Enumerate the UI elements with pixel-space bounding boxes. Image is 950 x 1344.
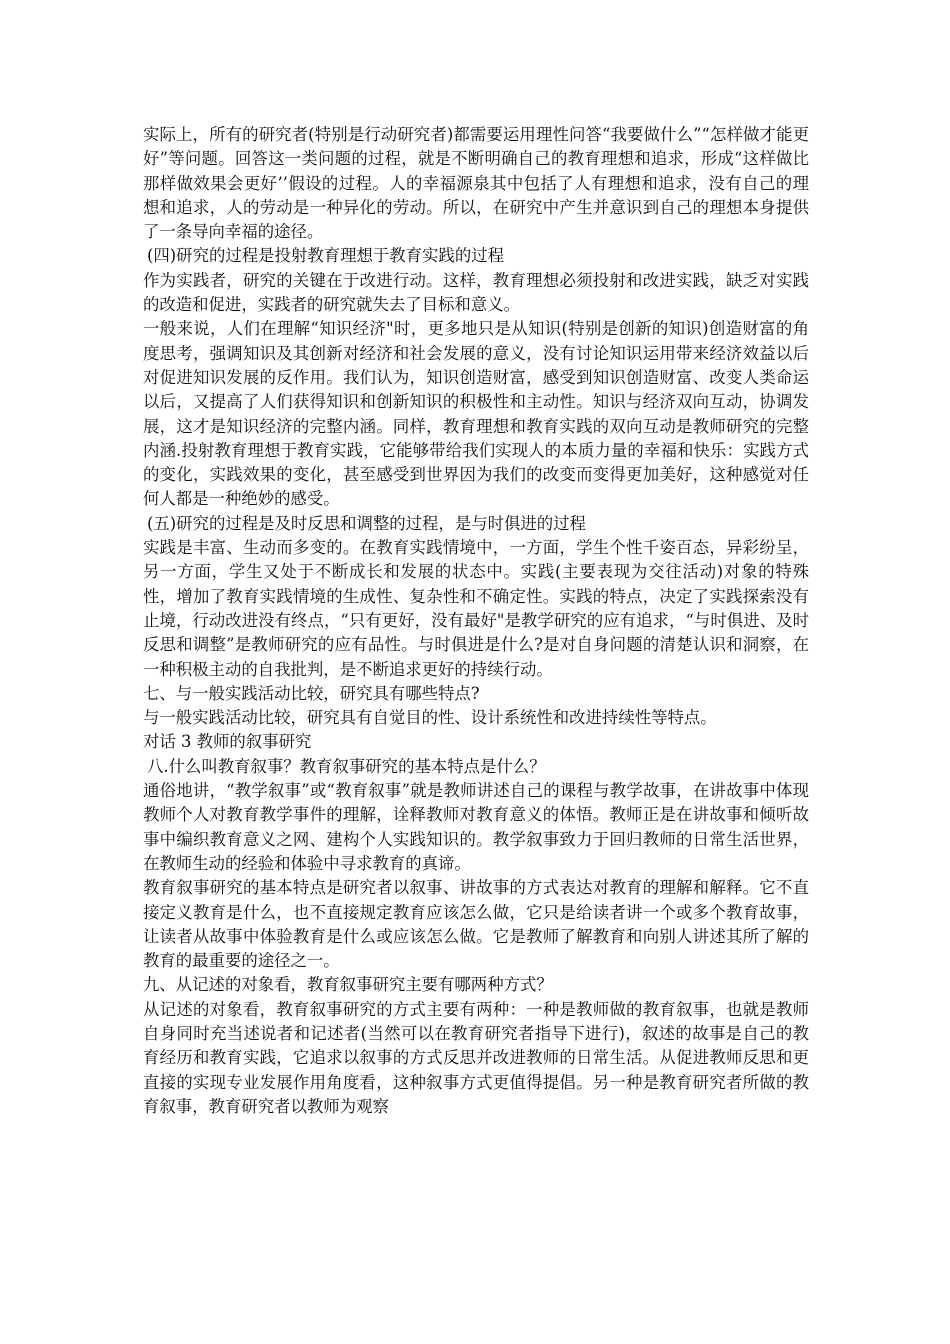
paragraph-7: 教育叙事研究的基本特点是研究者以叙事、讲故事的方式表达对教育的理解和解释。它不直接定义教育是什么，也不直接规定教育应该怎么做，它只是给读者讲一个或多个教育故事，让读者从故事中体验教育是什么或应该怎么做。它是教师了解教育和向别人讲述其所了解的教育的最重要的途径之一。 xyxy=(143,878,809,971)
question-heading-9: 九、从记述的对象看，教育叙事研究主要有哪两种方式？ xyxy=(143,975,553,995)
paragraph-4: 实践是丰富、生动而多变的。在教育实践情境中，一方面，学生个性千姿百态，异彩纷呈，另一方面，学生又处于不断成长和发展的状态中。实践(主要表现为交往活动)对象的特殊性，增加了教育实践情境的生成性、复杂性和不确定性。实践的特点，决定了实践探索没有止境，行动改进没有终点，“只有更好，没有最好"是教学研究的应有追求，“与时俱进、及时反思和调整”是教师研究的应有品性。与时俱进是什么?是对自身问题的清楚认识和洞察，在一种积极主动的自我批判，是不断追求更好的持续行动。 xyxy=(143,538,809,679)
paragraph-2: 作为实践者，研究的关键在于改进行动。这样，教育理想必须投射和改进实践，缺乏对实践的改造和促进，实践者的研究就失去了目标和意义。 xyxy=(143,270,809,315)
paragraph-1: 实际上，所有的研究者(特别是行动研究者)都需要运用理性问答“我要做什么”“怎样做才能更好”等问题。回答这一类问题的过程，就是不断明确自己的教育理想和追求，形成“这样做比那样做效果会更好’’假设的过程。人的幸福源泉其中包括了人有理想和追求，没有自己的理想和追求，人的劳动是一种异化的劳动。所以，在研究中产生并意识到自己的理想本身提供了一条导向幸福的途径。 xyxy=(143,125,809,242)
dialogue-heading-3: 对话 3 教师的叙事研究 xyxy=(143,732,312,752)
section-heading-4: (四)研究的过程是投射教育理想于教育实践的过程 xyxy=(147,246,504,266)
question-heading-7: 七、与一般实践活动比较，研究具有哪些特点? xyxy=(143,683,480,703)
paragraph-5: 与一般实践活动比较，研究具有自觉目的性、设计系统性和改进持续性等特点。 xyxy=(143,708,717,728)
paragraph-8: 从记述的对象看，教育叙事研究的方式主要有两种：一种是教师做的教育叙事，也就是教师自身同时充当述说者和记述者(当然可以在教育研究者指导下进行)，叙述的故事是自己的教育经历和教育实践，它追求以叙事的方式反思并改进教师的日常生活。从促进教师反思和更直接的实现专业发展作用角度看，这种叙事方式更值得提倡。另一种是教育研究者所做的教育叙事，教育研究者以教师为观察 xyxy=(143,999,809,1116)
paragraph-6: 通俗地讲，“教学叙事”或“教育叙事”就是教师讲述自己的课程与教学故事，在讲故事中体现教师个人对教育教学事件的理解，诠释教师对教育意义的体悟。教师正是在讲故事和倾听故事中编织教育意义之网、建构个人实践知识的。教学叙事致力于回归教师的日常生活世界，在教师生动的经验和体验中寻求教育的真谛。 xyxy=(143,781,809,873)
question-heading-8: 八.什么叫教育叙事？教育叙事研究的基本特点是什么？ xyxy=(147,756,546,776)
section-heading-5: (五)研究的过程是及时反思和调整的过程，是与时俱进的过程 xyxy=(147,513,586,533)
paragraph-3: 一般来说，人们在理解“知识经济"时，更多地只是从知识(特别是创新的知识)创造财富的角度思考，强调知识及其创新对经济和社会发展的意义，没有讨论知识运用带来经济效益以后对促进知识发展的反作用。我们认为，知识创造财富，感受到知识创造财富、改变人类命运以后，又提高了人们获得知识和创新知识的积极性和主动性。知识与经济双向互动，协调发展，这才是知识经济的完整内涵。同样，教育理想和教育实践的双向互动是教师研究的完整内涵.投射教育理想于教育实践，它能够带给我们实现人的本质力量的幸福和快乐：实践方式的变化，实践效果的变化，甚至感受到世界因为我们的改变而变得更加美好，这种感觉对任何人都是一种绝妙的感受。 xyxy=(143,319,809,509)
document-body xyxy=(143,123,809,1119)
